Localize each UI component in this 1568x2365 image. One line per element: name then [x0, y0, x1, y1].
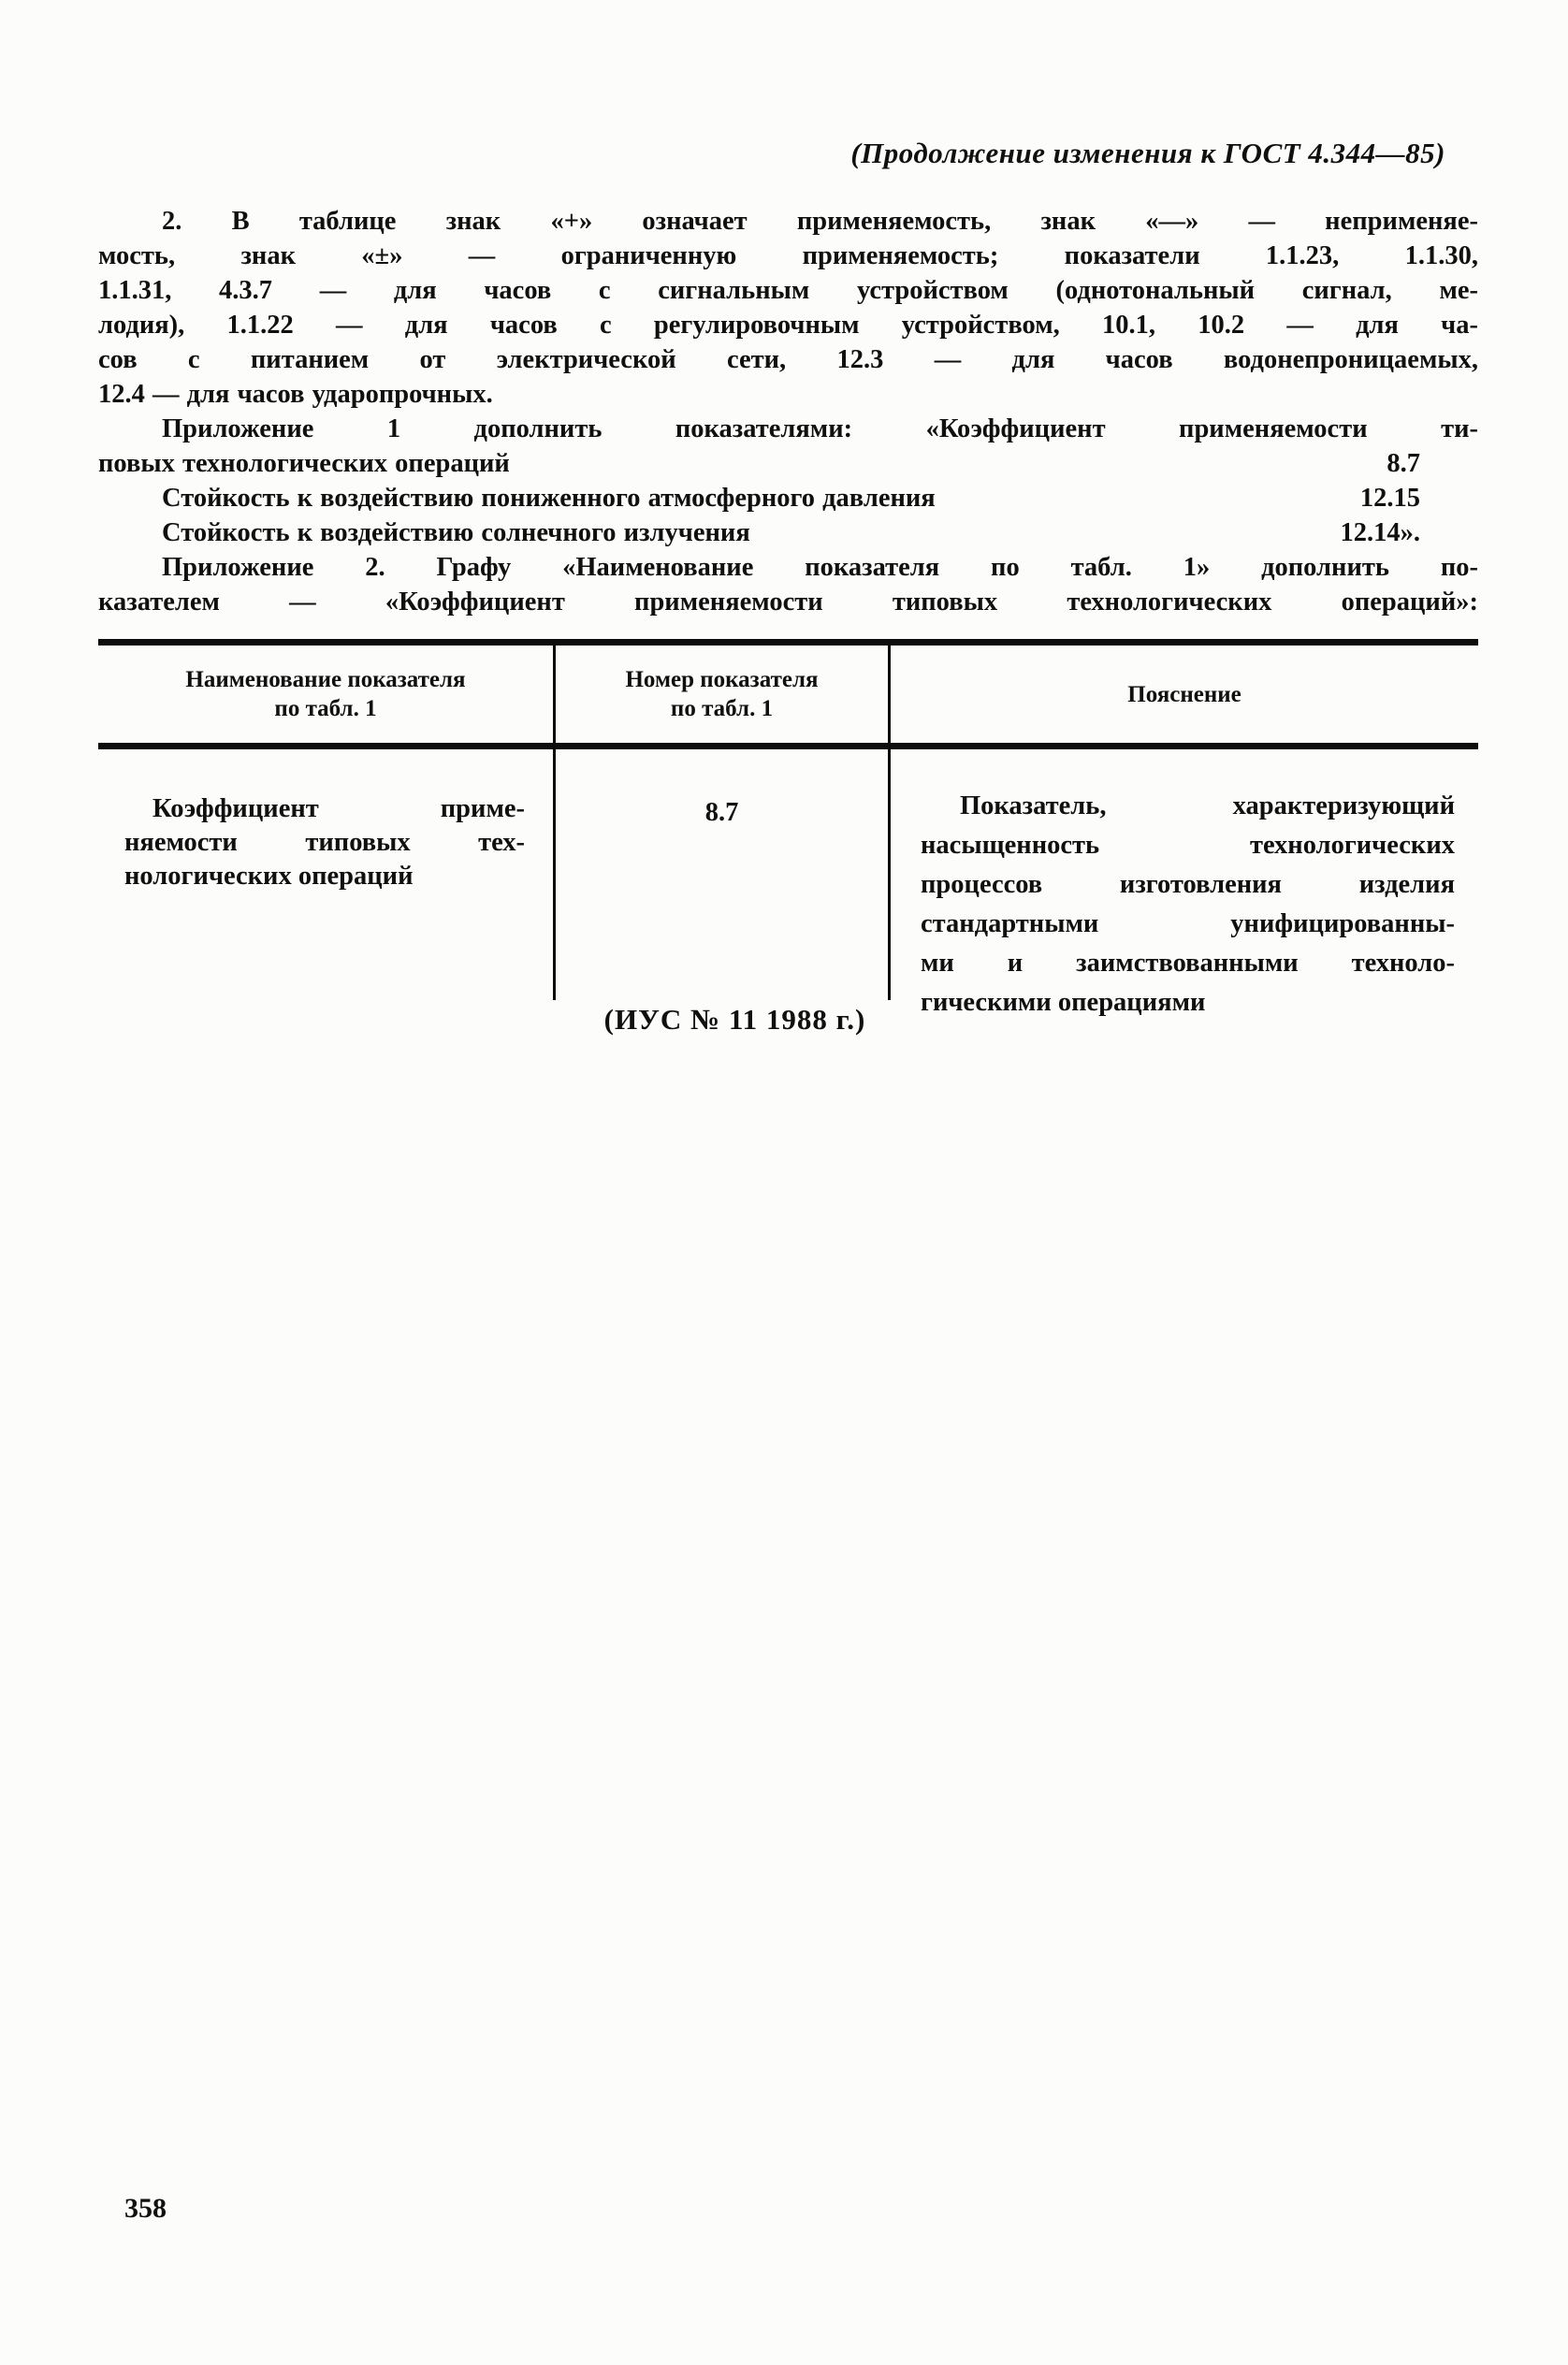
column-header-line: по табл. 1	[274, 696, 377, 721]
text-line: 12.4 — для часов ударопрочных.	[98, 380, 493, 409]
column-header-line: Номер показателя	[625, 667, 819, 692]
column-header-name	[98, 646, 556, 743]
cell-text-line: няемости типовых тех-	[124, 828, 525, 857]
text-line: лодия), 1.1.22 — для часов с регулировочным устройством, 10.1, 10.2 — для ча-	[98, 311, 1478, 340]
column-header-line: Пояснение	[1127, 681, 1241, 707]
cell-text-line: Показатель, характеризующий	[960, 791, 1455, 820]
text-line-with-index	[98, 515, 1478, 550]
indicator-number: 12.15	[1359, 484, 1420, 513]
indicator-number: 12.14».	[1340, 518, 1420, 547]
cell-text-line: Коэффициент приме-	[152, 794, 525, 823]
cell-text-line: насыщенность технологических	[921, 831, 1455, 860]
ius-reference: (ИУС № 11 1988 г.)	[603, 1003, 866, 1036]
cell-text-line: процессов изготовления изделия	[921, 870, 1455, 899]
text-line: 2. В таблице знак «+» означает применяемость, знак «—» — неприменяе-	[162, 207, 1478, 236]
column-header-line: Наименование показателя	[185, 667, 466, 692]
column-header-number	[556, 646, 891, 743]
table-row	[98, 749, 1478, 1017]
page-number: 358	[124, 2193, 167, 2224]
cell-text-line: стандартными унифицированны-	[921, 909, 1455, 938]
amendment-text-block	[98, 204, 1478, 619]
text-line-with-index	[98, 481, 1478, 515]
text-line: Приложение 2. Графу «Наименование показателя по табл. 1» дополнить по-	[162, 553, 1478, 582]
text-line: казателем — «Коэффициент применяемости типовых технологических операций»:	[98, 588, 1478, 617]
cell-indicator-name	[98, 749, 556, 1000]
cell-text-line: нологических операций	[124, 862, 414, 891]
continuation-note	[98, 137, 1478, 170]
cell-explanation	[891, 749, 1478, 1017]
cell-text-line: гическими операциями	[921, 988, 1206, 1017]
text-line-with-index	[98, 446, 1478, 481]
indicator-name: повых технологических операций	[98, 449, 510, 478]
text-line: мость, знак «±» — ограниченную применяемость; показатели 1.1.23, 1.1.30,	[98, 241, 1478, 270]
column-header-explanation	[891, 646, 1478, 743]
indicator-number: 8.7	[1387, 449, 1420, 478]
column-header-line: по табл. 1	[670, 696, 774, 721]
indicator-name: Стойкость к воздействию солнечного излучения	[162, 518, 750, 547]
appendix-table	[98, 639, 1478, 1017]
indicator-name: Стойкость к воздействию пониженного атмосферного давления	[162, 484, 936, 513]
text-line: 1.1.31, 4.3.7 — для часов с сигнальным устройством (однотональный сигнал, ме-	[98, 276, 1478, 305]
table-header-row	[98, 646, 1478, 749]
text-line: Приложение 1 дополнить показателями: «Коэффициент применяемости ти-	[162, 414, 1478, 443]
cell-text-line: ми и заимствованными техноло-	[921, 949, 1455, 978]
continuation-note-text: (Продолжение изменения к ГОСТ 4.344—85)	[850, 137, 1445, 169]
cell-indicator-number: 8.7	[556, 749, 891, 1000]
text-line: сов с питанием от электрической сети, 12.3 — для часов водонепроницаемых,	[98, 345, 1478, 374]
